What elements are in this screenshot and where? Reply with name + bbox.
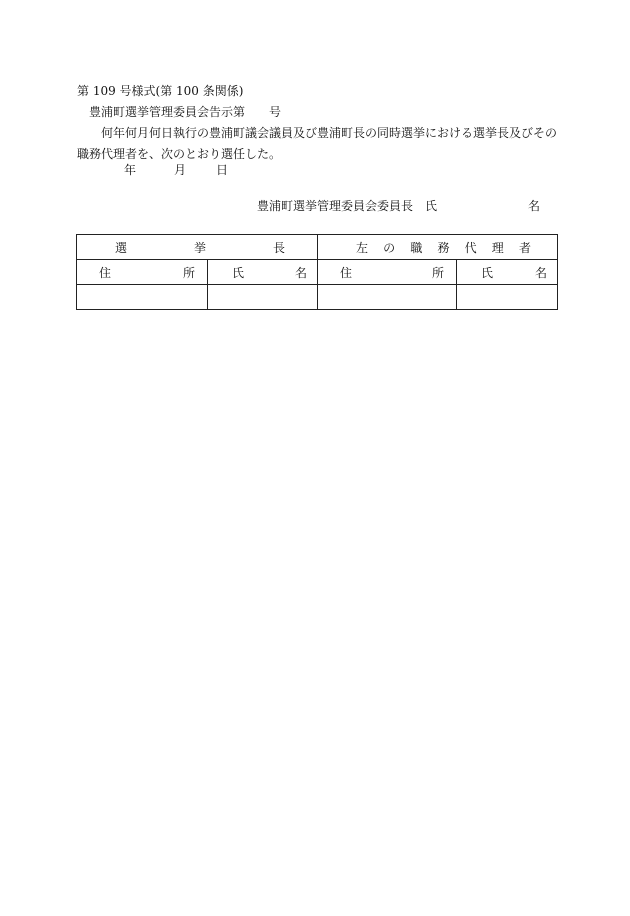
cell-chief-address[interactable] [77, 285, 208, 310]
body-text-line-1: 何年何月何日執行の豊浦町議会議員及び豊浦町長の同時選挙における選挙長及びその [101, 126, 558, 140]
subheader-char: 住 [99, 265, 112, 280]
form-number-label: 第 109 号様式(第 100 条関係) [77, 84, 244, 98]
header-deputy-char: 代 [464, 240, 477, 255]
signer-name-shi: 氏 [425, 199, 438, 213]
header-deputy-char: 者 [518, 240, 531, 255]
appointees-table [76, 234, 558, 310]
subheader-char: 所 [182, 265, 195, 280]
subheader-char: 名 [535, 265, 548, 280]
subheader-char: 氏 [232, 265, 245, 280]
signer-line [257, 198, 540, 214]
date-month: 月 [174, 163, 187, 177]
cell-chief-name[interactable] [208, 285, 318, 310]
subheader-chief-name [208, 260, 318, 285]
signer-organization: 豊浦町選挙管理委員会委員長 [257, 199, 414, 213]
date-line [124, 162, 228, 178]
table-group-header-row [77, 235, 558, 260]
header-deputy [318, 235, 558, 260]
signer-name-mei: 名 [527, 199, 540, 213]
header-deputy-char: 左 [356, 240, 369, 255]
header-deputy-char: 理 [491, 240, 504, 255]
table-row [77, 285, 558, 310]
header-election-chief-char: 選 [115, 240, 128, 255]
body-text-line-2: 職務代理者を、次のとおり選任した。 [77, 147, 282, 161]
subheader-deputy-name [457, 260, 558, 285]
header-deputy-char: 職 [410, 240, 423, 255]
subheader-char: 名 [295, 265, 308, 280]
header-election-chief-char: 挙 [194, 240, 207, 255]
subheader-char: 所 [432, 265, 445, 280]
header-election-chief-char: 長 [273, 240, 286, 255]
subheader-char: 住 [340, 265, 353, 280]
date-day: 日 [216, 163, 229, 177]
date-year: 年 [124, 163, 137, 177]
header-deputy-char: 務 [437, 240, 450, 255]
cell-deputy-name[interactable] [457, 285, 558, 310]
subheader-char: 氏 [481, 265, 494, 280]
subheader-deputy-address [318, 260, 457, 285]
header-deputy-char: の [383, 240, 396, 255]
table-sub-header-row [77, 260, 558, 285]
header-election-chief [77, 235, 318, 260]
notice-title: 豊浦町選挙管理委員会告示第 号 [89, 105, 282, 119]
cell-deputy-address[interactable] [318, 285, 457, 310]
subheader-chief-address [77, 260, 208, 285]
